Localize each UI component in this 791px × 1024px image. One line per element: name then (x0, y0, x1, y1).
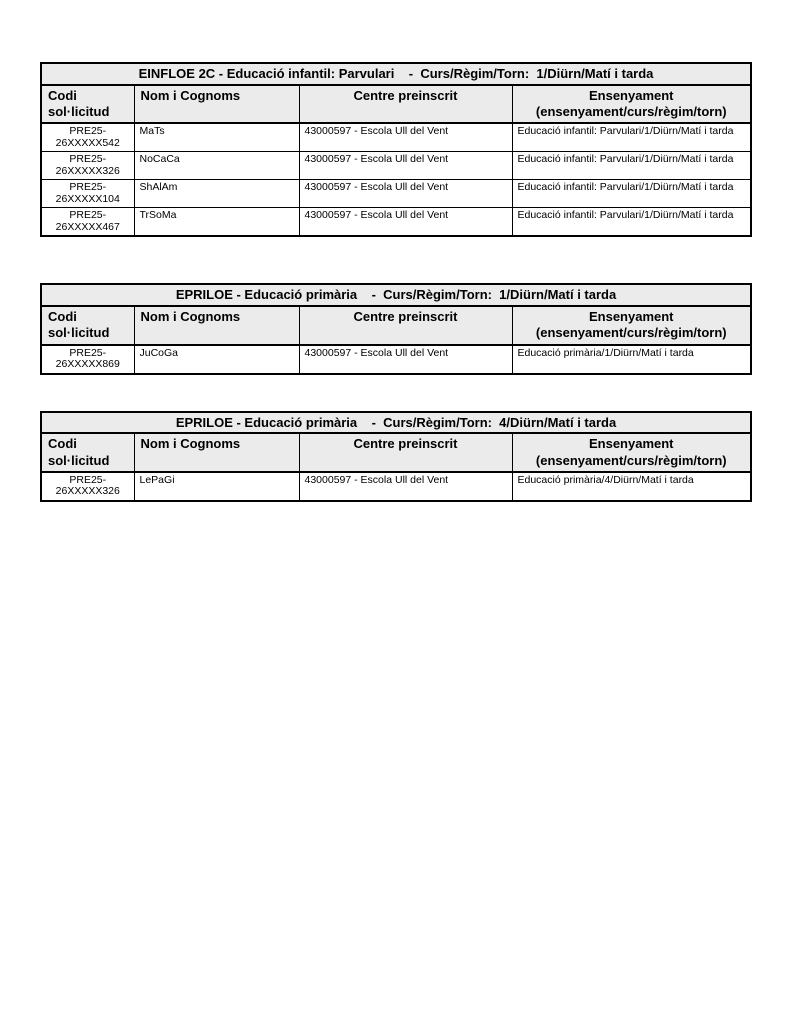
cell-ensenyament: Educació infantil: Parvulari/1/Diürn/Matí i tarda (512, 180, 751, 208)
header-ensenyament-line1: Ensenyament (588, 309, 674, 325)
column-header-centre-preinscrit: Centre preinscrit (299, 433, 512, 472)
cell-codi-sollicitud (41, 152, 134, 180)
codi-line1: PRE25- (69, 181, 107, 194)
cell-centre-preinscrit: 43000597 - Escola Ull del Vent (299, 152, 512, 180)
cell-nom-cognoms: ShAlAm (134, 180, 299, 208)
column-header-ensenyament (512, 85, 751, 124)
cell-ensenyament: Educació infantil: Parvulari/1/Diürn/Matí i tarda (512, 123, 751, 152)
table-eprlioe-curs1 (40, 283, 752, 374)
column-header-codi-sollicitud (41, 306, 134, 345)
table-row (41, 180, 751, 208)
column-header-codi-sollicitud (41, 433, 134, 472)
cell-nom-cognoms: MaTs (134, 123, 299, 152)
cell-codi-sollicitud (41, 123, 134, 152)
header-codi-line1: Codi (48, 87, 77, 103)
table-eprlioe-curs4 (40, 411, 752, 502)
table-title-row (41, 63, 751, 85)
table-title: EINFLOE 2C - Educació infantil: Parvulari - Curs/Règim/Torn: 1/Diürn/Matí i tarda (41, 63, 751, 85)
table-row (41, 472, 751, 501)
header-codi-line1: Codi (48, 309, 77, 325)
table-title: EPRILOE - Educació primària - Curs/Règim/Torn: 1/Diürn/Matí i tarda (41, 284, 751, 306)
header-ensenyament-line2: (ensenyament/curs/règim/torn) (535, 325, 727, 341)
cell-centre-preinscrit: 43000597 - Escola Ull del Vent (299, 180, 512, 208)
column-header-nom-cognoms: Nom i Cognoms (134, 433, 299, 472)
codi-line1: PRE25- (69, 125, 107, 138)
table-title: EPRILOE - Educació primària - Curs/Règim/Torn: 4/Diürn/Matí i tarda (41, 412, 751, 434)
table-header-row (41, 306, 751, 345)
cell-nom-cognoms: NoCaCa (134, 152, 299, 180)
cell-ensenyament: Educació primària/4/Diürn/Matí i tarda (512, 472, 751, 501)
codi-line2: 26XXXXX104 (55, 192, 120, 205)
table-einfloe-2c (40, 62, 752, 237)
column-header-centre-preinscrit: Centre preinscrit (299, 85, 512, 124)
cell-centre-preinscrit: 43000597 - Escola Ull del Vent (299, 208, 512, 237)
codi-line1: PRE25- (69, 346, 107, 359)
codi-line2: 26XXXXX542 (55, 136, 120, 149)
cell-nom-cognoms: JuCoGa (134, 345, 299, 374)
table-header-row (41, 433, 751, 472)
table-header-row (41, 85, 751, 124)
codi-line2: 26XXXXX869 (55, 358, 120, 371)
cell-ensenyament: Educació infantil: Parvulari/1/Diürn/Matí i tarda (512, 208, 751, 237)
codi-line1: PRE25- (69, 153, 107, 166)
table-title-row (41, 412, 751, 434)
header-codi-line2: sol·licitud (48, 452, 110, 468)
column-header-nom-cognoms: Nom i Cognoms (134, 85, 299, 124)
codi-line2: 26XXXXX326 (55, 485, 120, 498)
cell-codi-sollicitud (41, 180, 134, 208)
header-codi-line2: sol·licitud (48, 325, 110, 341)
column-header-centre-preinscrit: Centre preinscrit (299, 306, 512, 345)
cell-ensenyament: Educació primària/1/Diürn/Matí i tarda (512, 345, 751, 374)
cell-centre-preinscrit: 43000597 - Escola Ull del Vent (299, 472, 512, 501)
header-codi-line2: sol·licitud (48, 103, 110, 119)
column-header-codi-sollicitud (41, 85, 134, 124)
cell-nom-cognoms: LePaGi (134, 472, 299, 501)
table-title-row (41, 284, 751, 306)
table-row (41, 208, 751, 237)
table-row (41, 123, 751, 152)
codi-line1: PRE25- (69, 473, 107, 486)
cell-centre-preinscrit: 43000597 - Escola Ull del Vent (299, 345, 512, 374)
cell-nom-cognoms: TrSoMa (134, 208, 299, 237)
header-ensenyament-line2: (ensenyament/curs/règim/torn) (535, 452, 727, 468)
table-row (41, 152, 751, 180)
codi-line2: 26XXXXX467 (55, 220, 120, 233)
column-header-ensenyament (512, 433, 751, 472)
cell-ensenyament: Educació infantil: Parvulari/1/Diürn/Matí i tarda (512, 152, 751, 180)
cell-codi-sollicitud (41, 345, 134, 374)
header-ensenyament-line1: Ensenyament (588, 87, 674, 103)
cell-centre-preinscrit: 43000597 - Escola Ull del Vent (299, 123, 512, 152)
codi-line2: 26XXXXX326 (55, 164, 120, 177)
column-header-nom-cognoms: Nom i Cognoms (134, 306, 299, 345)
header-codi-line1: Codi (48, 436, 77, 452)
cell-codi-sollicitud (41, 472, 134, 501)
header-ensenyament-line1: Ensenyament (588, 436, 674, 452)
header-ensenyament-line2: (ensenyament/curs/règim/torn) (535, 103, 727, 119)
codi-line1: PRE25- (69, 209, 107, 222)
cell-codi-sollicitud (41, 208, 134, 237)
column-header-ensenyament (512, 306, 751, 345)
table-row (41, 345, 751, 374)
